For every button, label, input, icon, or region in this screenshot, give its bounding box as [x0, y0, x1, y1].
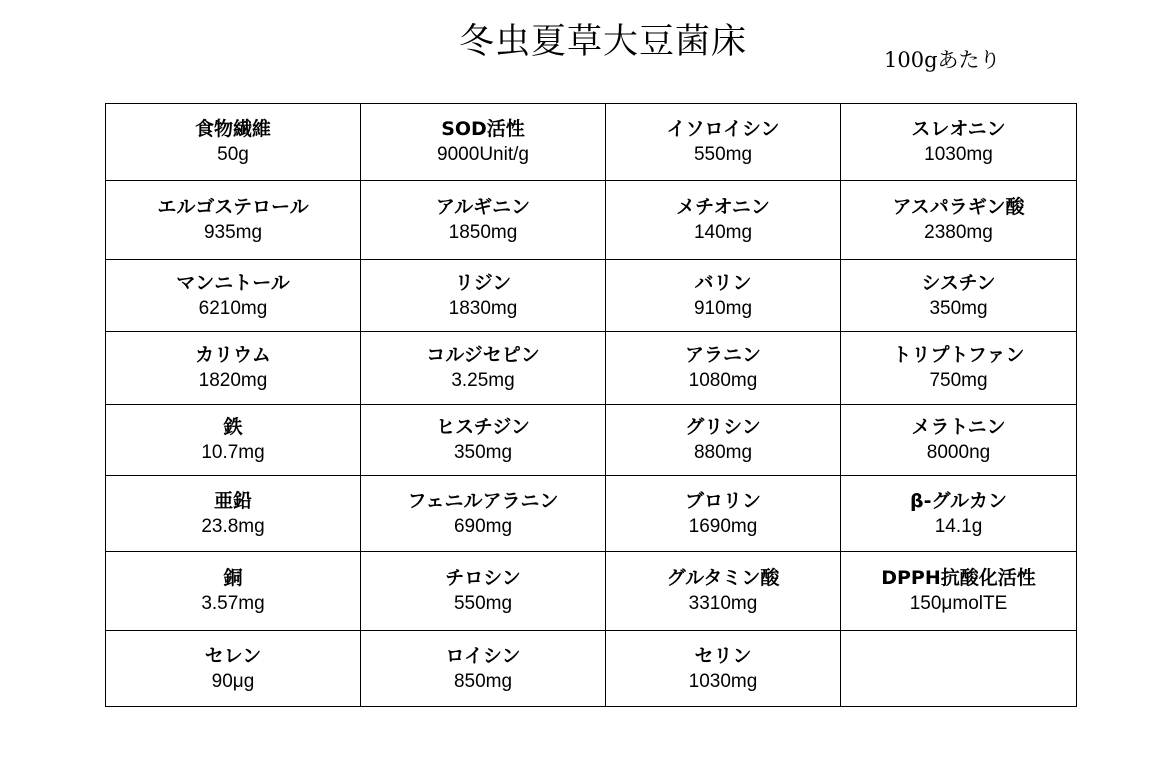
nutrient-name: カリウム [195, 344, 271, 366]
nutrient-name: ヒスチジン [436, 416, 530, 438]
table-cell [841, 405, 1077, 476]
nutrient-value: 140mg [693, 222, 753, 243]
table-cell-empty [841, 631, 1077, 707]
nutrient-value: 3310mg [688, 593, 758, 614]
nutrient-name: マンニトール [176, 271, 290, 294]
nutrient-name: スレオニン [911, 118, 1006, 140]
nutrient-value: 14.1g [934, 515, 983, 537]
nutrient-name: トリプトファン [892, 344, 1025, 366]
nutrient-name: メチオニン [676, 196, 770, 218]
nutrient-value: 2380mg [924, 222, 993, 243]
table-cell [841, 260, 1077, 332]
page-title: 冬虫夏草大豆菌床 [458, 22, 747, 62]
nutrient-value: 880mg [693, 442, 753, 463]
nutrient-value: 550mg [693, 144, 753, 165]
nutrient-value: 910mg [693, 297, 753, 319]
table-cell [841, 552, 1077, 631]
nutrient-name: イソロイシン [666, 118, 780, 140]
table-cell [106, 104, 361, 181]
nutrient-name: 食物繊維 [194, 118, 271, 140]
nutrient-value: 8000ng [926, 442, 991, 463]
unit-note: 100gあたり [884, 48, 1001, 72]
nutrient-name: アラニン [684, 344, 761, 366]
table-cell [606, 476, 841, 552]
nutrient-value: 1690mg [688, 515, 758, 537]
table-cell [841, 332, 1077, 405]
nutrient-name: アスパラギン酸 [892, 196, 1025, 218]
nutrient-value: 550mg [453, 593, 513, 614]
nutrient-value: 9000Unit/g [437, 144, 529, 165]
table-row [106, 104, 1077, 181]
table-cell [841, 476, 1077, 552]
nutrient-name: エルゴステロール [157, 196, 309, 218]
table-cell [361, 332, 606, 405]
nutrient-name: リジン [454, 271, 512, 294]
nutrient-value: 6210mg [198, 297, 268, 319]
nutrient-value: 1850mg [448, 222, 518, 243]
table-cell [106, 405, 361, 476]
table-cell [606, 631, 841, 707]
table-cell [361, 631, 606, 707]
table-row [106, 476, 1077, 552]
table-cell [361, 104, 606, 181]
nutrient-table [105, 103, 1077, 707]
nutrient-value: 23.8mg [201, 515, 265, 537]
nutrient-name: チロシン [445, 567, 521, 589]
nutrient-name: セリン [694, 644, 752, 667]
nutrient-name: セレン [204, 644, 262, 667]
nutrient-name: コルジセピン [426, 344, 540, 366]
table-cell [606, 332, 841, 405]
table-cell [361, 260, 606, 332]
table-cell [606, 552, 841, 631]
nutrient-table-body [106, 104, 1077, 707]
nutrient-name: 亜鉛 [213, 489, 252, 512]
nutrient-value: 150μmolTE [909, 593, 1008, 614]
nutrient-value: 50g [217, 144, 249, 165]
table-cell [106, 332, 361, 405]
table-cell [606, 260, 841, 332]
table-cell [106, 631, 361, 707]
table-row [106, 260, 1077, 332]
nutrient-name: ブロリン [684, 489, 761, 512]
nutrient-value: 1820mg [198, 370, 268, 391]
nutrient-name: β-グルカン [910, 489, 1007, 512]
nutrient-value: 750mg [929, 370, 988, 391]
nutrient-name: バリン [694, 271, 752, 294]
nutrient-value: 3.57mg [201, 593, 265, 614]
nutrient-value: 1080mg [688, 370, 758, 391]
table-cell [841, 104, 1077, 181]
table-cell [106, 181, 361, 260]
table-row [106, 332, 1077, 405]
table-cell [606, 104, 841, 181]
nutrient-value: 350mg [929, 297, 988, 319]
nutrient-name: グルタミン酸 [666, 567, 780, 589]
nutrient-name: DPPH抗酸化活性 [881, 567, 1036, 589]
table-cell [606, 181, 841, 260]
table-row [106, 181, 1077, 260]
table-cell [106, 476, 361, 552]
table-cell [841, 181, 1077, 260]
nutrient-value: 3.25mg [451, 370, 515, 391]
nutrient-name: 鉄 [223, 416, 243, 438]
table-row [106, 631, 1077, 707]
table-cell [361, 476, 606, 552]
table-row [106, 405, 1077, 476]
nutrient-name: 銅 [223, 567, 243, 589]
table-cell [361, 405, 606, 476]
nutrient-value: 350mg [453, 442, 513, 463]
nutrient-name: メラトニン [911, 416, 1006, 438]
nutrient-name: グリシン [685, 416, 761, 438]
nutrient-name: アルギニン [435, 196, 531, 218]
nutrient-value: 1830mg [448, 297, 518, 319]
nutrient-value: 10.7mg [201, 442, 265, 463]
nutrient-name: ロイシン [445, 644, 521, 667]
table-cell [361, 181, 606, 260]
nutrient-value: 1030mg [924, 144, 993, 165]
table-cell [606, 405, 841, 476]
nutrient-name: SOD活性 [441, 118, 525, 140]
nutrient-value: 1030mg [688, 670, 758, 692]
table-row [106, 552, 1077, 631]
table-cell [361, 552, 606, 631]
nutrient-name: シスチン [921, 271, 996, 294]
table-cell [106, 552, 361, 631]
table-cell [106, 260, 361, 332]
nutrient-value: 690mg [453, 515, 513, 537]
nutrient-value: 850mg [453, 670, 513, 692]
nutrient-name: フェニルアラニン [407, 489, 559, 512]
nutrient-value: 90μg [211, 670, 255, 692]
nutrient-value: 935mg [203, 222, 263, 243]
